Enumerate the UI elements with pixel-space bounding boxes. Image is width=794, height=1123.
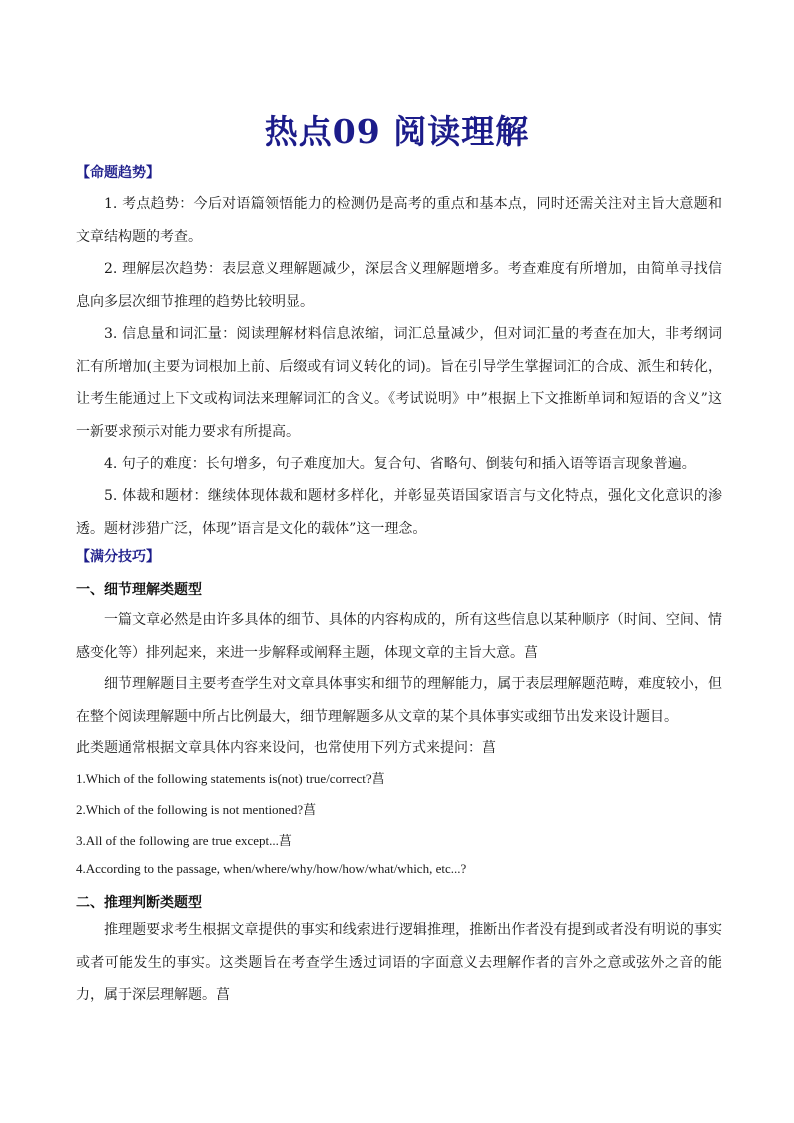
detail-paragraph-1: 一篇文章必然是由许多具体的细节、具体的内容构成的，所有这些信息以某种顺序（时间、空间、情感变化等）排列起来，来进一步解释或阐释主题，体现文章的主旨大意。菖 xyxy=(76,612,722,661)
section-label-trend: 【命题趋势】 xyxy=(76,165,160,181)
heading-detail-questions: 一、细节理解类题型 xyxy=(76,582,202,598)
detail-question-intro: 此类题通常根据文章具体内容来设问，也常使用下列方式来提问：菖 xyxy=(76,740,496,756)
trend-paragraph-4: 4. 句子的难度：长句增多，句子难度加大。复合句、省略句、倒装句和插入语等语言现象普遍。 xyxy=(104,456,696,472)
example-question-2: 2.Which of the following is not mentioned?菖 xyxy=(76,802,317,817)
trend-paragraph-5: 5. 体裁和题材：继续体现体裁和题材多样化，并彰显英语国家语言与文化特点，强化文化意识的渗透。题材涉猎广泛，体现”语言是文化的载体”这一理念。 xyxy=(76,488,722,537)
inference-paragraph-1: 推理题要求考生根据文章提供的事实和线索进行逻辑推理，推断出作者没有提到或者没有明说的事实或者可能发生的事实。这类题旨在考查学生透过词语的字面意义去理解作者的言外之意或弦外之音的能力，属于深层理解题。菖 xyxy=(76,922,722,1003)
example-question-4: 4.According to the passage, when/where/why/how/how/what/which, etc...? xyxy=(76,861,467,876)
trend-paragraph-2: 2. 理解层次趋势：表层意义理解题减少，深层含义理解题增多。考查难度有所增加，由简单寻找信息向多层次细节推理的趋势比较明显。 xyxy=(76,261,722,310)
section-label-tips: 【满分技巧】 xyxy=(76,549,160,565)
heading-inference-questions: 二、推理判断类题型 xyxy=(76,895,202,911)
example-question-1: 1.Which of the following statements is(not) true/correct?菖 xyxy=(76,771,385,786)
trend-paragraph-1: 1. 考点趋势：今后对语篇领悟能力的检测仍是高考的重点和基本点，同时还需关注对主旨大意题和文章结构题的考查。 xyxy=(76,196,722,245)
trend-paragraph-3: 3. 信息量和词汇量：阅读理解材料信息浓缩，词汇总量减少，但对词汇量的考查在加大，非考纲词汇有所增加(主要为词根加上前、后缀或有词义转化的词)。旨在引导学生掌握词汇的合成、派生和转化，让考生能通过上下文或构词法来理解词汇的含义。《考试说明》中”根据上下文推断单词和短语的含义”这一新要求预示对能力要求有所提高。 xyxy=(76,326,722,440)
page-title: 热点09 阅读理解 xyxy=(264,112,530,151)
detail-paragraph-2: 细节理解题目主要考查学生对文章具体事实和细节的理解能力，属于表层理解题范畴，难度较小，但在整个阅读理解题中所占比例最大，细节理解题多从文章的某个具体事实或细节出发来设计题目。 xyxy=(76,676,722,725)
example-question-3: 3.All of the following are true except...菖 xyxy=(76,833,292,848)
